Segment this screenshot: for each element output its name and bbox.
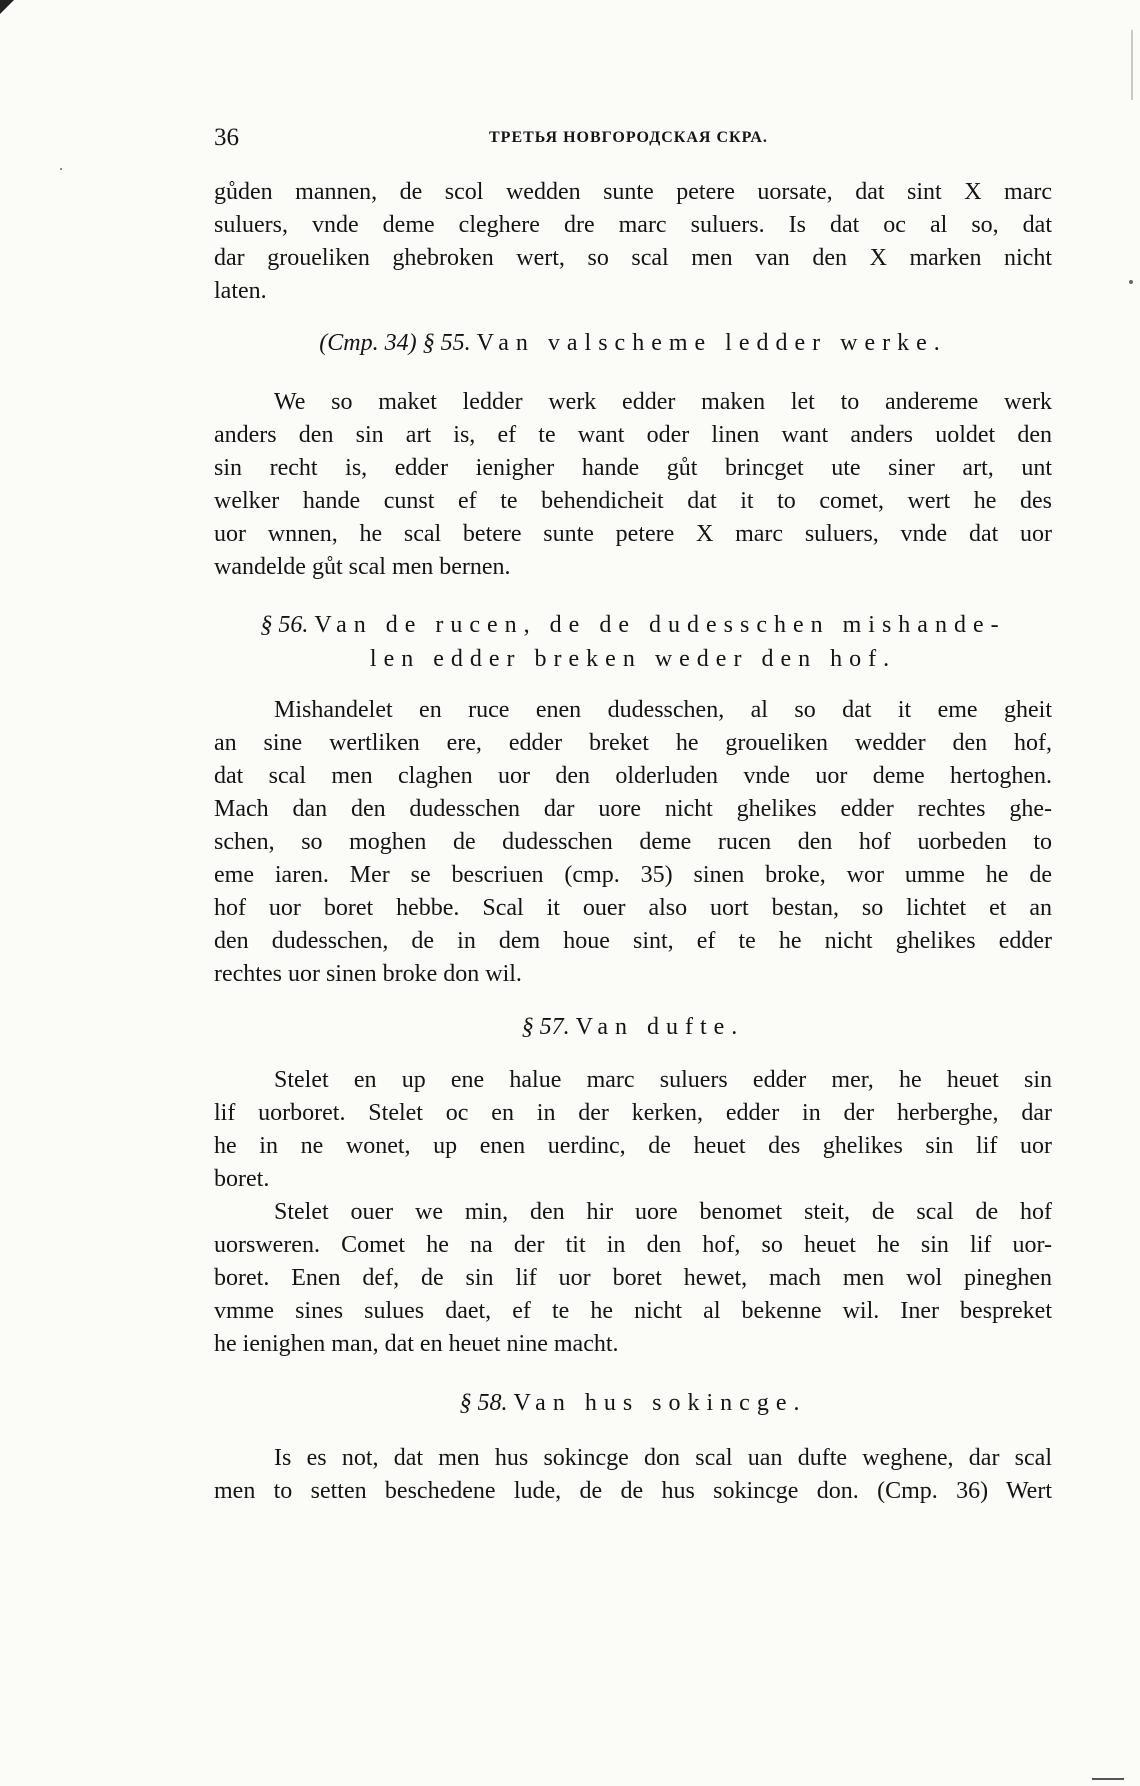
section-57-heading [214,1010,1052,1044]
section-55-body [214,386,1052,584]
text-line: den dudesschen, de in dem houe sint, ef te he nicht ghelikes edder [214,928,1052,954]
text-line: eme iaren. Mer se bescriuen (cmp. 35) sinen broke, wor umme he de [214,862,1052,888]
section-number: § 58. [459,1390,508,1416]
cross-reference: (Cmp. 34) [319,330,417,356]
text-line: dat scal men claghen uor den olderluden vnde uor deme hertoghen. [214,763,1052,789]
text-line: vmme sines sulues daet, ef te he nicht al bekenne wil. Iner bespreket [214,1298,1052,1324]
scan-speck [60,168,62,170]
section-number: § 55. [422,330,471,356]
section-57-body [214,1064,1052,1361]
text-line: Is es not, dat men hus sokincge don scal uan dufte weghene, dar scal [274,1445,1052,1471]
text-line: lif uorboret. Stelet oc en in der kerken, edder in der herberghe, dar [214,1100,1052,1126]
text-line: hof uor boret hebbe. Scal it ouer also uort bestan, so lichtet et an [214,895,1052,921]
section-title: Van valscheme ledder werke. [476,330,947,356]
text-line: men to setten beschedene lude, de de hus sokincge don. (Cmp. 36) Wert [214,1478,1052,1504]
intro-paragraph [214,176,1052,308]
text-line: Mach dan den dudesschen dar uore nicht ghelikes edder rechtes ghe- [214,796,1052,822]
section-title-line-2: len edder breken weder den hof. [369,646,897,672]
text-line: suluers, vnde deme cleghere dre marc suluers. Is dat oc al so, dat [214,212,1052,238]
page-number: 36 [214,124,239,151]
section-title: Van hus sokincge. [513,1390,807,1416]
text-line: boret. Enen def, de sin lif uor boret hewet, mach men wol pineghen [214,1265,1052,1291]
text-line: he in ne wonet, up enen uerdinc, de heuet des ghelikes sin lif uor [214,1133,1052,1159]
text-line: uor wnnen, he scal betere sunte petere X marc suluers, vnde dat uor [214,521,1052,547]
section-55-heading [214,326,1052,360]
text-line: dar groueliken ghebroken wert, so scal men van den X marken nicht [214,245,1052,271]
section-title: Van dufte. [575,1014,745,1040]
text-line: an sine wertliken ere, edder breket he groueliken wedder den hof, [214,730,1052,756]
text-line: boret. [214,1166,270,1192]
text-line: schen, so moghen de dudesschen deme rucen den hof uorbeden to [214,829,1052,855]
section-58-heading [214,1386,1052,1420]
section-58-body [214,1442,1052,1508]
text-line: rechtes uor sinen broke don wil. [214,961,522,987]
text-line: anders den sin art is, ef te want oder linen want anders uoldet den [214,422,1052,448]
scan-bottom-mark [1092,1778,1124,1780]
running-head: ТРЕТЬЯ НОВГОРОДСКАЯ СКРА. [489,129,768,146]
page-header [214,124,1052,158]
text-line: laten. [214,278,267,304]
text-line: wandelde gůt scal men bernen. [214,554,511,580]
text-line: uorsweren. Comet he na der tit in den hof, so heuet he sin lif uor- [214,1232,1052,1258]
text-line: he ienighen man, dat en heuet nine macht. [214,1331,619,1357]
section-number: § 57. [521,1014,570,1040]
scan-edge-line [1131,30,1133,100]
section-56-heading [214,608,1052,676]
scan-speck [1129,280,1133,284]
text-line: sin recht is, edder ienigher hande gůt brincget ute siner art, unt [214,455,1052,481]
text-line: Stelet en up ene halue marc suluers edder mer, he heuet sin [274,1067,1052,1093]
text-line: We so maket ledder werk edder maken let to andereme werk [274,389,1052,415]
text-line: gůden mannen, de scol wedden sunte petere uorsate, dat sint X marc [214,179,1052,205]
section-number: § 56. [260,612,309,638]
section-title-line-1: Van de rucen, de de dudesschen mishande- [314,612,1006,638]
text-line: welker hande cunst ef te behendicheit dat it to comet, wert he des [214,488,1052,514]
text-line: Stelet ouer we min, den hir uore benomet steit, de scal de hof [274,1199,1052,1225]
section-56-body [214,694,1052,991]
scan-corner-mark [0,0,14,14]
text-line: Mishandelet en ruce enen dudesschen, al so dat it eme gheit [274,697,1052,723]
